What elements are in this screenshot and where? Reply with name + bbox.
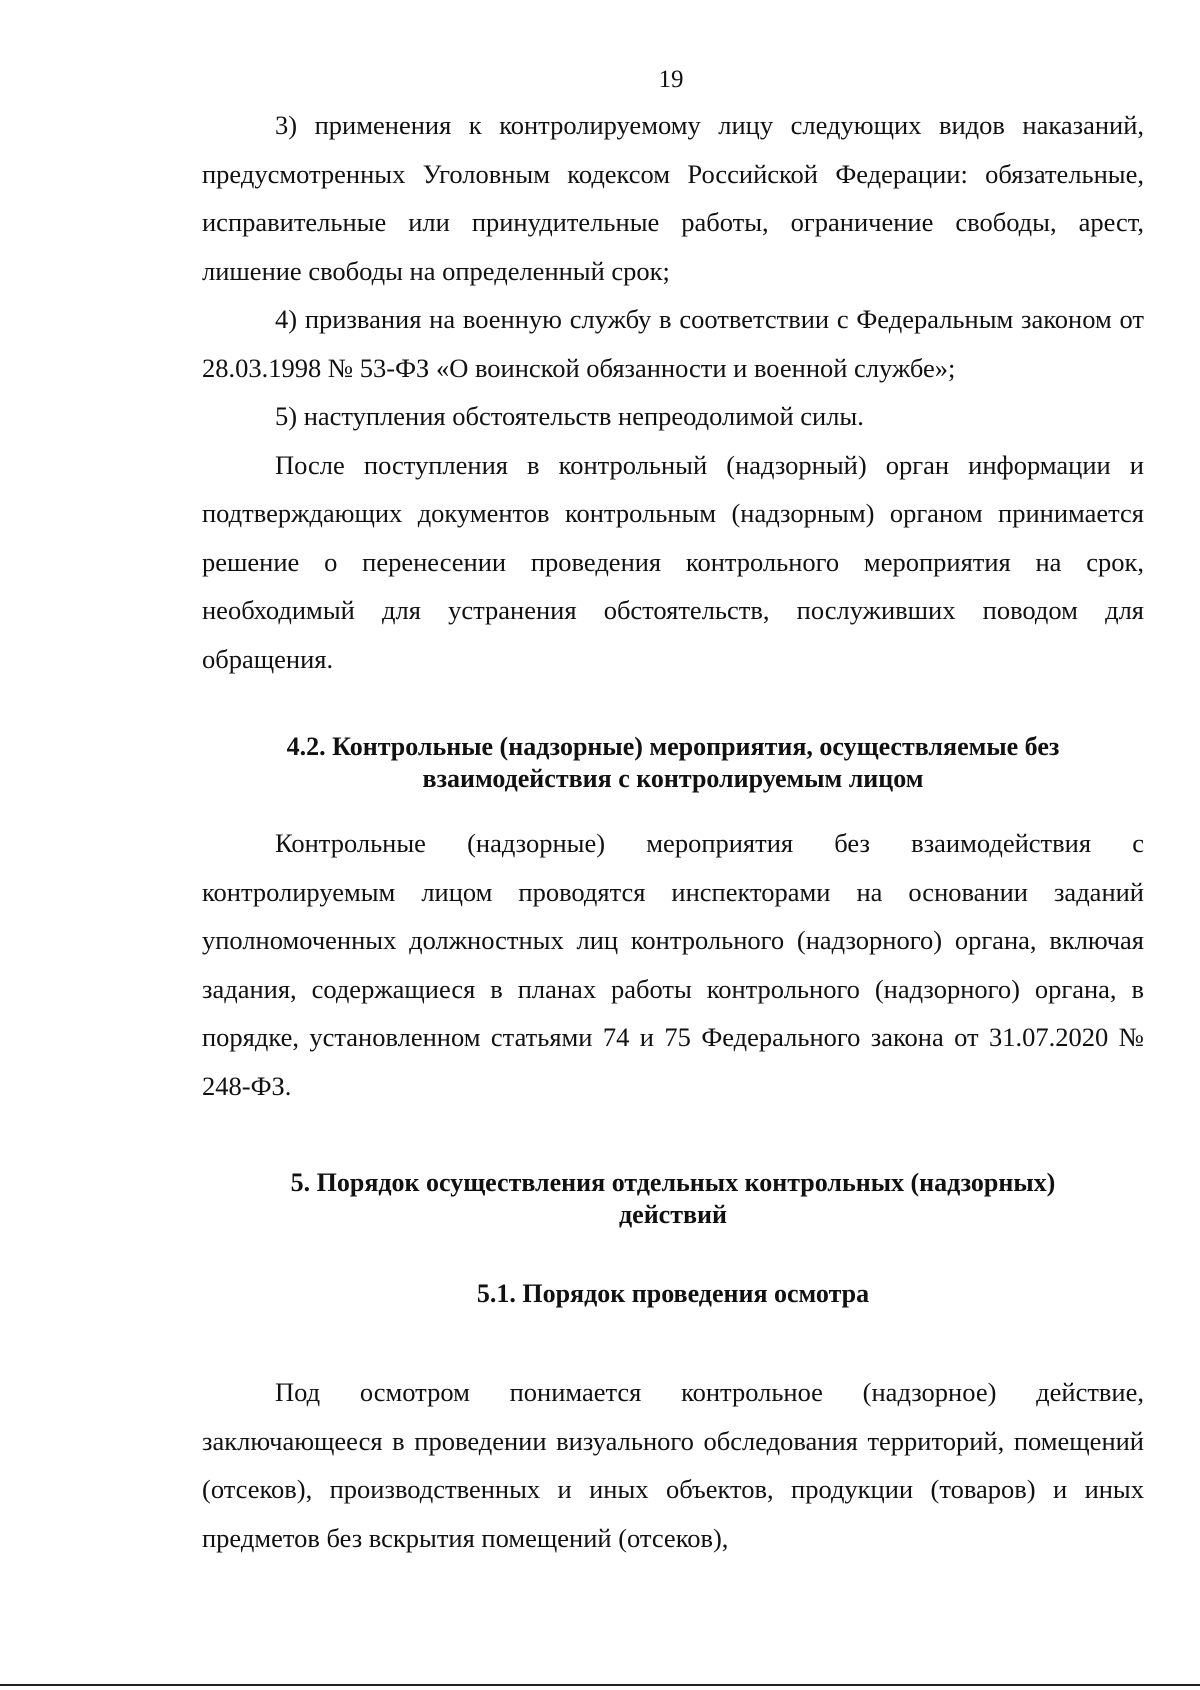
section-heading-5-line2: действий	[619, 1200, 727, 1229]
paragraph-inspection-definition: Под осмотром понимается контрольное (надзорное) действие, заключающееся в проведении визуального обследования территорий, помещений (отсеков), производственных и иных объектов, продукции (товаров) и иных предметов без вскрытия помещений (отсеков),	[202, 1377, 1144, 1553]
paragraph-item-3: 3) применения к контролируемому лицу следующих видов наказаний, предусмотренных Уголовным кодексом Российской Федерации: обязательные, исправительные или принудительные работы, ограничение свободы, арест, лишение свободы на определенный срок;	[202, 110, 1144, 286]
text-block-3	[202, 1368, 1144, 1562]
section-heading-4-2-line1: 4.2. Контрольные (надзорные) мероприятия, осуществляемые без	[286, 732, 1060, 761]
section-heading-5	[202, 1167, 1144, 1231]
paragraph-item-4: 4) призвания на военную службу в соответствии с Федеральным законом от 28.03.1998 № 53-ФЗ «О воинской обязанности и военной службе»;	[202, 304, 1144, 383]
section-heading-5-line1: 5. Порядок осуществления отдельных контрольных (надзорных)	[290, 1168, 1056, 1197]
text-block-2	[202, 819, 1144, 1110]
page-number: 19	[658, 66, 684, 93]
paragraph-item-5: 5) наступления обстоятельств непреодолимой силы.	[275, 401, 864, 431]
section-heading-5-1-line1: 5.1. Порядок проведения осмотра	[476, 1279, 870, 1308]
section-heading-4-2-line2: взаимодействия с контролируемым лицом	[422, 764, 924, 793]
section-heading-5-1	[202, 1278, 1144, 1310]
text-block-1	[202, 101, 1144, 683]
paragraph-no-interaction: Контрольные (надзорные) мероприятия без взаимодействия с контролируемым лицом проводятся инспекторами на основании заданий уполномоченных должностных лиц контрольного (надзорного) органа, включая задания, содержащиеся в планах работы контрольного (надзорного) органа, в порядке, установленном статьями 74 и 75 Федерального закона от 31.07.2020 № 248-ФЗ.	[202, 828, 1144, 1101]
paragraph-after-receipt: После поступления в контрольный (надзорный) орган информации и подтверждающих документов контрольным (надзорным) органом принимается решение о перенесении проведения контрольного мероприятия на срок, необходимый для устранения обстоятельств, послуживших поводом для обращения.	[202, 449, 1144, 674]
bottom-scan-line	[0, 1684, 1200, 1686]
section-heading-4-2	[202, 731, 1144, 795]
